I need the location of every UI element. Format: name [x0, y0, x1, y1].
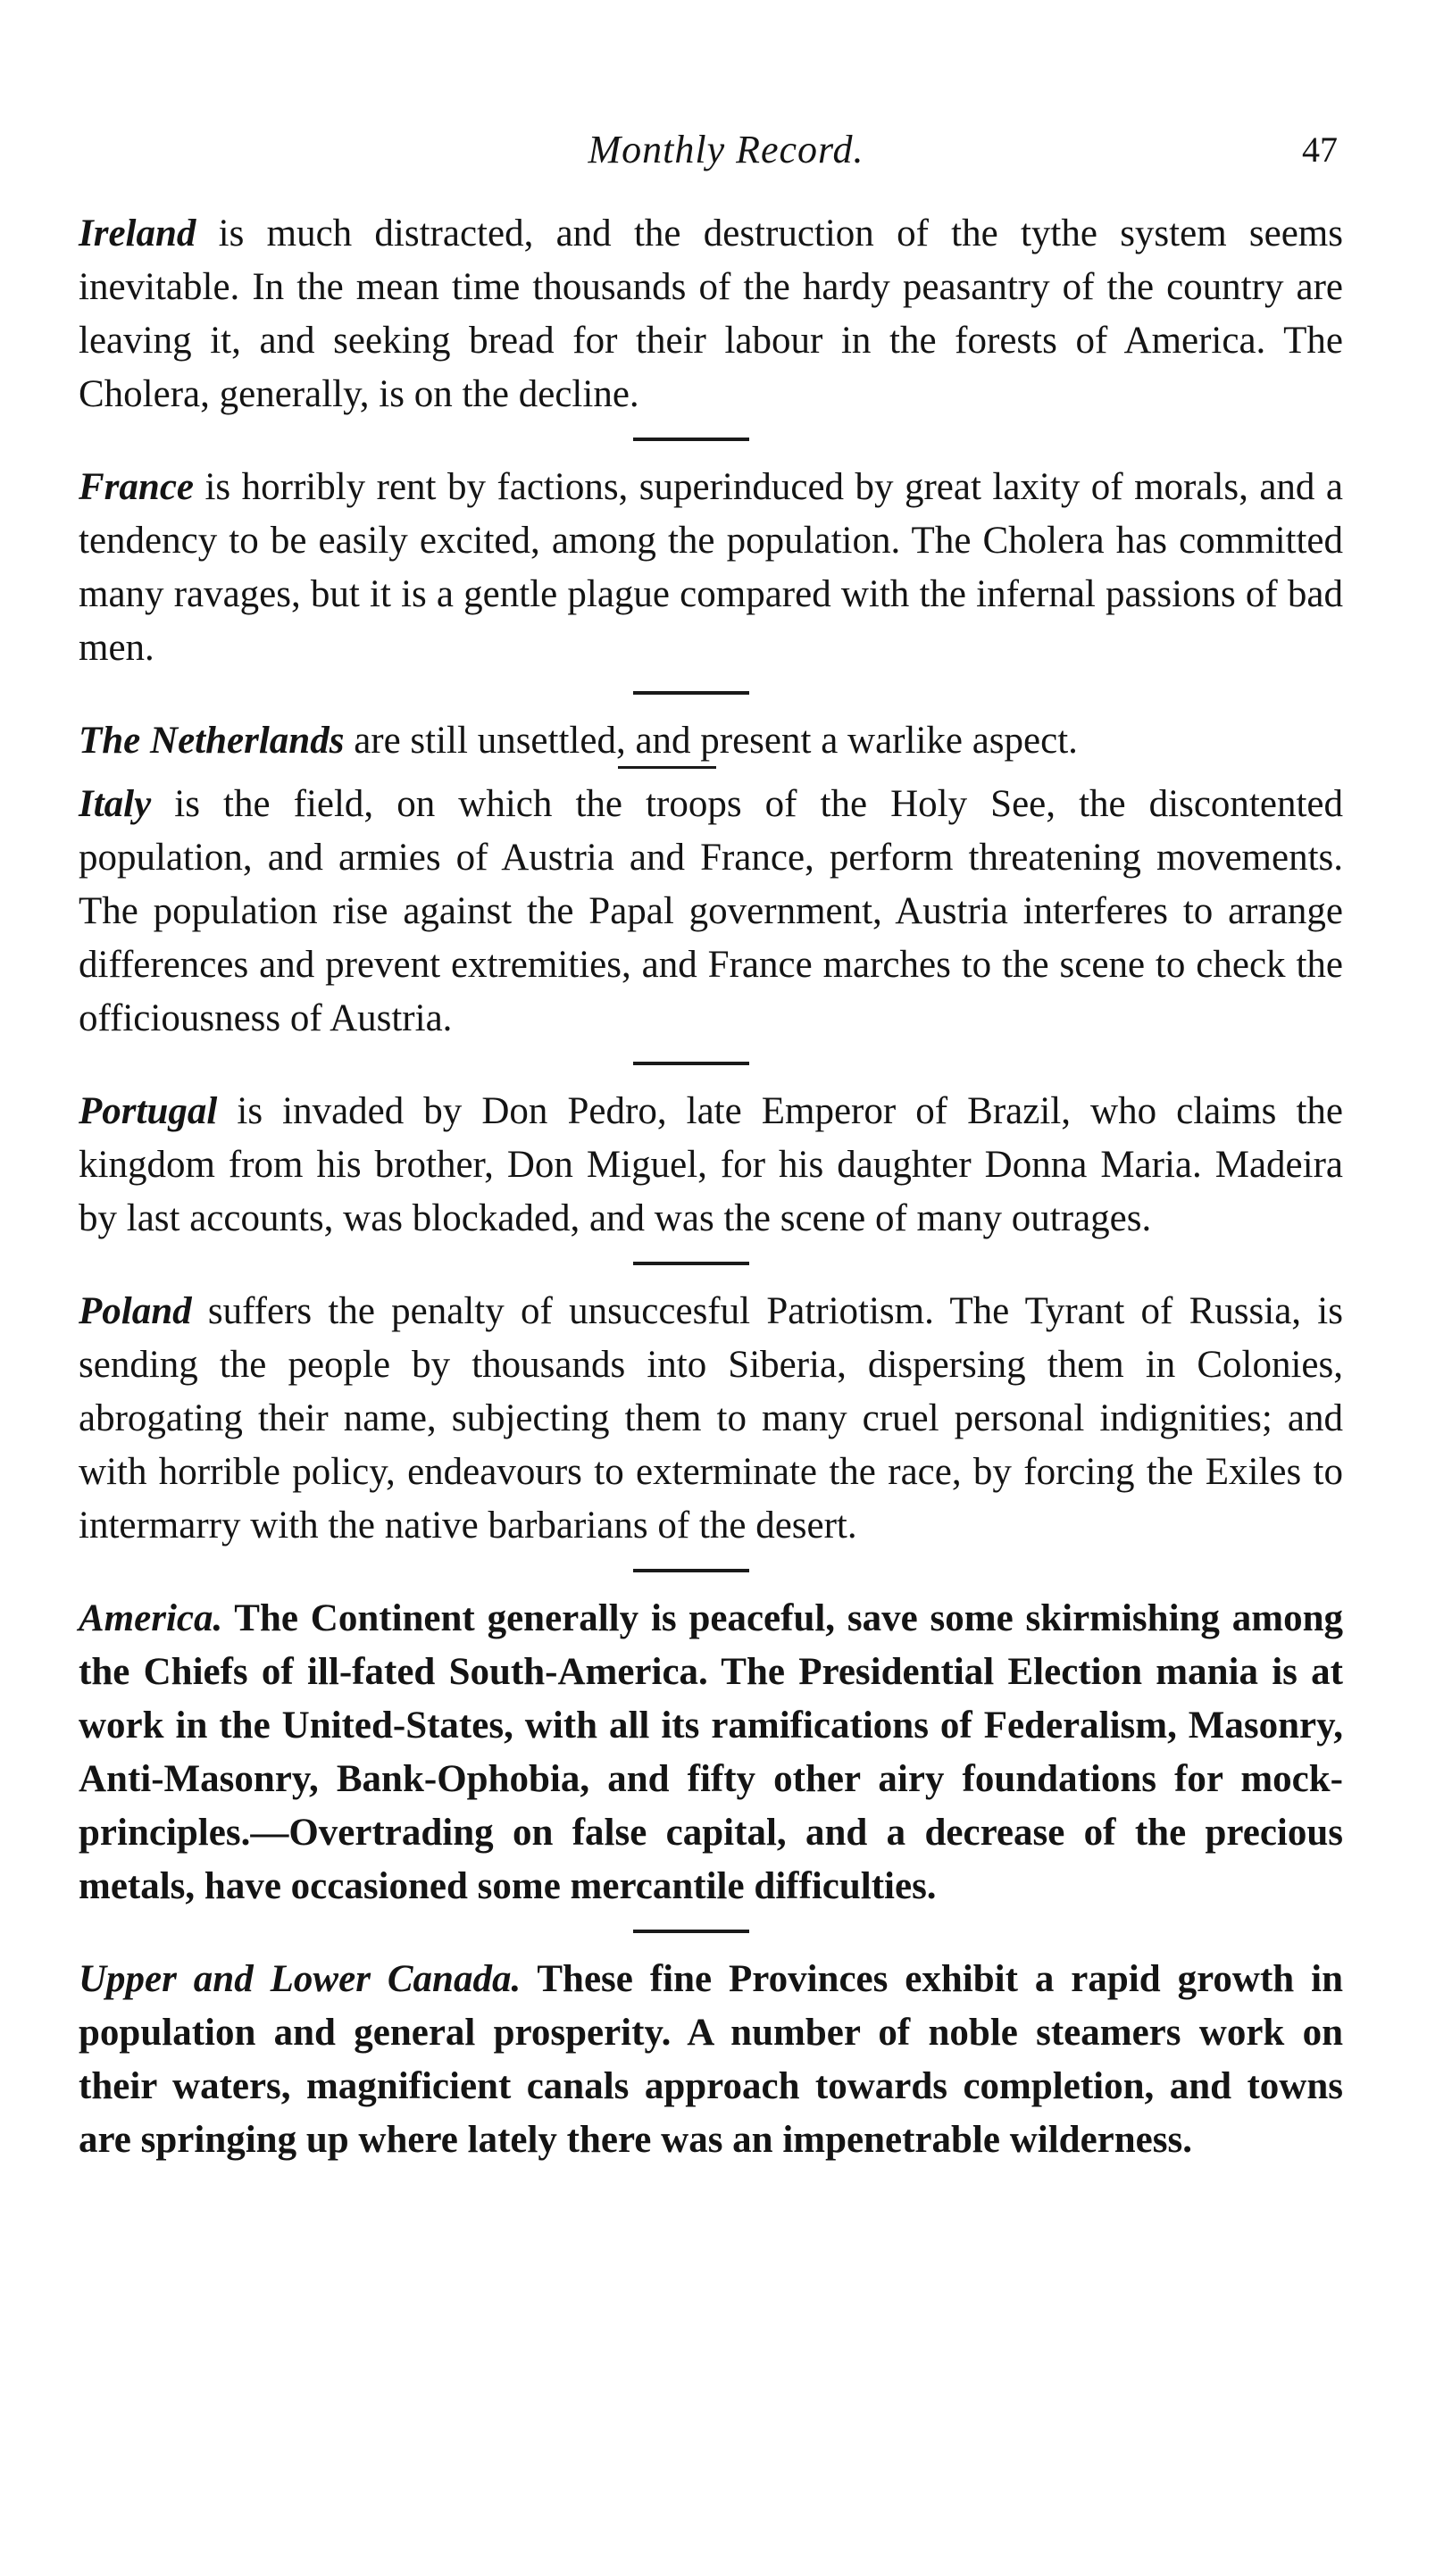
running-title: Monthly Record. — [588, 128, 864, 171]
paragraph-label: Upper and Lower Canada. — [79, 1958, 522, 2000]
paragraph-poland — [39, 1285, 1343, 1553]
paragraph-canada — [39, 1953, 1343, 2167]
paragraph-label: America. — [79, 1597, 223, 1639]
section-divider — [633, 1062, 749, 1065]
paragraph-label: The Netherlands — [79, 720, 345, 762]
running-head — [0, 123, 1452, 177]
section-divider — [633, 1569, 749, 1572]
paragraph-label: France — [79, 466, 194, 508]
paragraph-text: is much distracted, and the destruction of the tythe system seems inevitable. In the mean time thousands of the hardy peasantry of the country are leaving it, and seeking bread for their labour in the forests of America. The Cholera, generally, is on the decline. — [79, 213, 1343, 415]
paragraph-text: suffers the penalty of unsuccesful Patriotism. The Tyrant of Russia, is sending the people by thousands into Siberia, dispersing them in Colonies, abrogating their name, subjecting them to many cruel personal indignities; and with horrible policy, endeavours to exterminate the race, by forcing the Exiles to intermarry with the native barbarians of the desert. — [79, 1290, 1343, 1546]
paragraph-label: Poland — [79, 1290, 192, 1332]
paragraph-text: is the field, on which the troops of the Holy See, the discontented population, and armies of Austria and France, perform threatening movements. The population rise against the Papal government, Austria interferes to arrange differences and prevent extremities, and France marches to the scene to check the officiousness of Austria. — [79, 783, 1343, 1039]
paragraph-label: Italy — [79, 783, 152, 825]
paragraph-netherlands — [39, 714, 1343, 768]
paragraph-italy — [39, 778, 1343, 1046]
paragraph-text: are still unsettled, and present a warlike aspect. — [344, 720, 1078, 762]
text-body — [39, 207, 1343, 2167]
page-number: 47 — [1302, 129, 1338, 170]
paragraph-label: Portugal — [79, 1090, 218, 1132]
section-divider — [633, 1262, 749, 1265]
paragraph-portugal — [39, 1085, 1343, 1246]
paragraph-france — [39, 461, 1343, 675]
section-divider — [633, 691, 749, 695]
paragraph-america — [39, 1592, 1343, 1913]
paragraph-text: is horribly rent by factions, superinduced by great laxity of morals, and a tendency to be easily excited, among the population. The Cholera has committed many ravages, but it is a gentle plague compared with the infernal passions of bad men. — [79, 466, 1343, 669]
paragraph-text: These fine Provinces exhibit a rapid growth in population and general prosperity. A number of noble steamers work on their waters, magnificient canals approach towards completion, and towns are springing up where lately there was an impenetrable wilderness. — [79, 1958, 1343, 2161]
section-divider — [633, 1930, 749, 1933]
paragraph-text: is invaded by Don Pedro, late Emperor of Brazil, who claims the kingdom from his brother, Don Miguel, for his daughter Donna Maria. Madeira by last accounts, was blockaded, and was the scene of many outrages. — [79, 1090, 1343, 1239]
paragraph-text: The Continent generally is peaceful, save some skirmishing among the Chiefs of ill-fated South-America. The Presidential Election mania is at work in the United-States, with all its ramifications of Federalism, Masonry, Anti-Masonry, Bank-Ophobia, and fifty other airy foundations for mock-principles.—Overtrading on false capital, and a decrease of the precious metals, have occasioned some mercantile difficulties. — [79, 1597, 1343, 1907]
section-divider — [633, 438, 749, 441]
paragraph-ireland — [39, 207, 1343, 421]
paragraph-label: Ireland — [79, 213, 196, 254]
